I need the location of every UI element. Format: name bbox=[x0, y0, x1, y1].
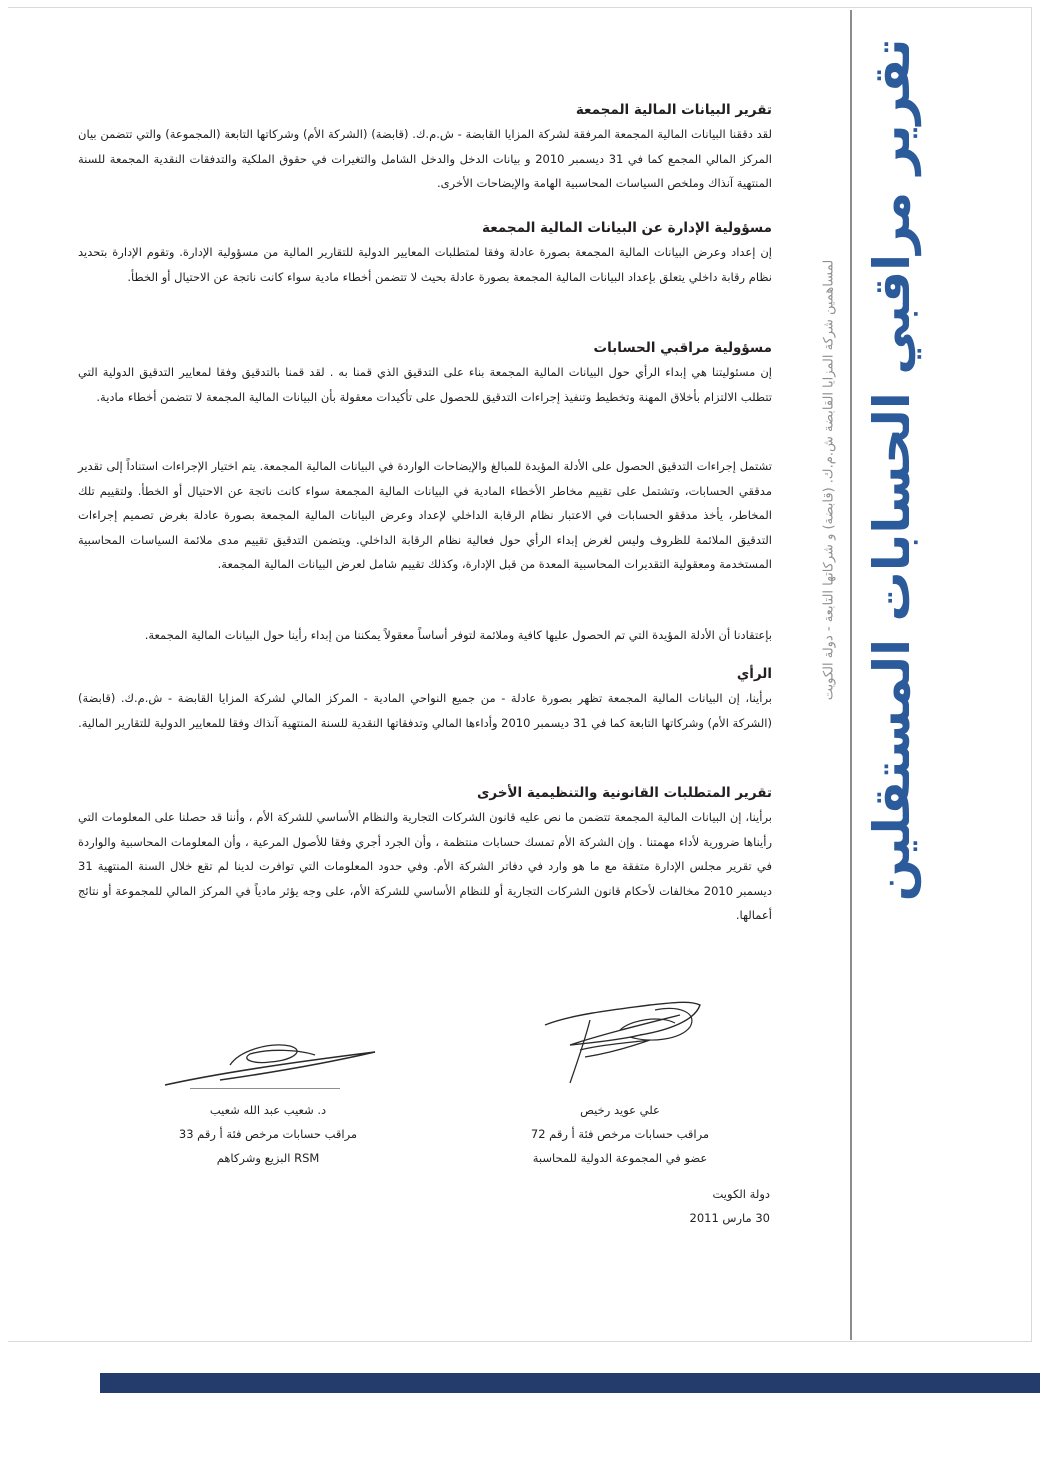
side-title-container bbox=[862, 38, 922, 902]
vertical-divider bbox=[850, 10, 852, 1340]
section-legal-requirements bbox=[78, 783, 772, 928]
signatory-affiliation: عضو في المجموعة الدولية للمحاسبة bbox=[532, 1151, 708, 1165]
section-paragraph: برأينا، إن البيانات المالية المجمعة تتضمن ما نص عليه قانون الشركات التجارية والنظام الأساسي للشركة الأم ، وأننا قد حصلنا على المعلومات التي رأيناها ضرورية لأداء مهمتنا . وإن الشركة الأم تمسك حسابات منتظمة ، وأن الجرد أجري وفقا للأصول المرعية ، وأن المعلومات المحاسبية والواردة في تقرير مجلس الإدارة متفقة مع ما هو وارد في دفاتر الشركة الأم. وفي حدود المعلومات التي توافرت لدينا لم تقع خلال السنة المنتهية 31 ديسمبر 2010 مخالفات لأحكام قانون الشركات التجارية أو للنظام الأساسي للشركة الأم، على وجه يؤثر مادياً في المركز المالي للمجموعة أو نتائج أعمالها. bbox=[78, 810, 772, 922]
signatory-affiliation: RSM البزيع وشركاهم bbox=[216, 1151, 320, 1165]
page-border-top bbox=[8, 7, 1032, 8]
page-border-right bbox=[1031, 7, 1032, 1342]
section-paragraph: تشتمل إجراءات التدقيق الحصول على الأدلة المؤيدة للمبالغ والإيضاحات الواردة في البيانات المالية المجمعة. يتم اختيار الإجراءات استناداً إلى تقدير مدققي الحسابات، وتشتمل على تقييم مخاطر الأخطاء المادية في البيانات المالية المجمعة سواء كانت ناتجة عن الاحتيال أو الخطأ. ولتقييم تلك المخاطر، يأخذ مدققو الحسابات في الاعتبار نظام الرقابة الداخلي لإعداد وعرض البيانات المالية المجمعة بصورة عادلة بغرض تصميم إجراءات التدقيق الملائمة للظروف وليس لغرض إبداء الرأي حول فعالية نظام الرقابة الداخلي. ويتضمن التدقيق تقييم مدى ملائمة السياسات المحاسبية المستخدمة ومعقولية التقديرات المحاسبية المعدة من قبل الإدارة، وكذلك تقييم شامل لعرض البيانات المالية المجمعة. bbox=[78, 459, 772, 571]
section-heading: تقرير البيانات المالية المجمعة bbox=[575, 102, 772, 118]
side-subtitle: لمساهمين شركة المزايا القابضة ش.م.ك. (قابضة) و شركاتها التابعة - دولة الكويت bbox=[821, 259, 837, 701]
section-paragraph: بإعتقادنا أن الأدلة المؤيدة التي تم الحصول عليها كافية وملائمة لتوفر أساساً معقولاً يمكننا من إبداء رأينا حول البيانات المالية المجمعة. bbox=[144, 628, 772, 642]
signatory-name: د. شعيب عبد الله شعيب bbox=[209, 1103, 327, 1117]
signatory-name: علي عويد رخيص bbox=[580, 1103, 660, 1117]
section-management-responsibility bbox=[78, 218, 772, 289]
section-paragraph: إن مسئوليتنا هي إبداء الرأي حول البيانات المالية المجمعة بناء على التدقيق الذي قمنا به . لقد قمنا بالتدقيق وفقا لمعايير التدقيق الدولية التي تتطلب الالتزام بأخلاق المهنة وتخطيط وتنفيذ إجراءات التدقيق للحصول على تأكيدات معقولة بأن البيانات المالية المجمعة لا تتضمن أخطاء مادية. bbox=[78, 365, 772, 404]
section-audit-procedures bbox=[78, 454, 772, 577]
place-date-block bbox=[600, 1182, 770, 1230]
section-opinion bbox=[78, 664, 772, 735]
signature-block-left bbox=[168, 1098, 368, 1170]
date: 30 مارس 2011 bbox=[689, 1211, 770, 1225]
section-paragraph: برأينا، إن البيانات المالية المجمعة تظهر بصورة عادلة - من جميع النواحي المادية - المركز المالي لشركة المزايا القابضة - ش.م.ك. (قابضة) (الشركة الأم) وشركاتها التابعة كما في 31 ديسمبر 2010 وأداءها المالي وتدفقاتها النقدية للسنة المنتهية آنذاك وفقا للمعايير الدولية للتقارير المالية. bbox=[78, 691, 772, 730]
signatory-license: مراقب حسابات مرخص فئة أ رقم 72 bbox=[530, 1127, 710, 1141]
section-auditor-responsibility bbox=[78, 338, 772, 409]
side-title: تقرير مراقبي الحسابات المستقلين bbox=[863, 38, 921, 902]
section-heading: مسؤولية الإدارة عن البيانات المالية المجمعة bbox=[482, 220, 772, 236]
section-audit-evidence bbox=[78, 623, 772, 648]
section-financial-statements bbox=[78, 100, 772, 196]
side-subtitle-container bbox=[814, 215, 844, 745]
section-heading: الرأي bbox=[736, 666, 772, 682]
signatory-license: مراقب حسابات مرخص فئة أ رقم 33 bbox=[178, 1127, 358, 1141]
section-heading: مسؤولية مراقبي الحسابات bbox=[593, 340, 772, 356]
section-paragraph: لقد دققنا البيانات المالية المجمعة المرفقة لشركة المزايا القابضة - ش.م.ك. (قابضة) (الشركة الأم) وشركاتها التابعة (المجموعة) والتي تتضمن بيان المركز المالي المجمع كما في 31 ديسمبر 2010 و بيانات الدخل والدخل الشامل والتغيرات في حقوق الملكية والتدفقات النقدية المجمعة للسنة المنتهية آنذاك وملخص السياسات المحاسبية الهامة والإيضاحات الأخرى. bbox=[78, 127, 772, 190]
section-paragraph: إن إعداد وعرض البيانات المالية المجمعة بصورة عادلة وفقا لمتطلبات المعايير الدولية للتقارير المالية من مسؤولية الإدارة. وتقوم الإدارة بتحديد نظام رقابة داخلي يتعلق بإعداد البيانات المالية المجمعة بصورة عادلة بحيث لا تتضمن أخطاء مادية سواء كانت ناتجة عن الاحتيال أو الخطأ. bbox=[78, 245, 772, 284]
section-heading: تقرير المتطلبات القانونية والتنظيمية الأخرى bbox=[477, 785, 772, 801]
page-border-bottom bbox=[8, 1341, 1032, 1342]
signature-right-drawing bbox=[530, 985, 710, 1095]
signature-block-right bbox=[520, 1098, 720, 1170]
footer-bar bbox=[100, 1373, 1040, 1393]
signature-line bbox=[190, 1088, 340, 1089]
signature-left-drawing bbox=[160, 1030, 380, 1095]
place: دولة الكويت bbox=[712, 1187, 770, 1201]
